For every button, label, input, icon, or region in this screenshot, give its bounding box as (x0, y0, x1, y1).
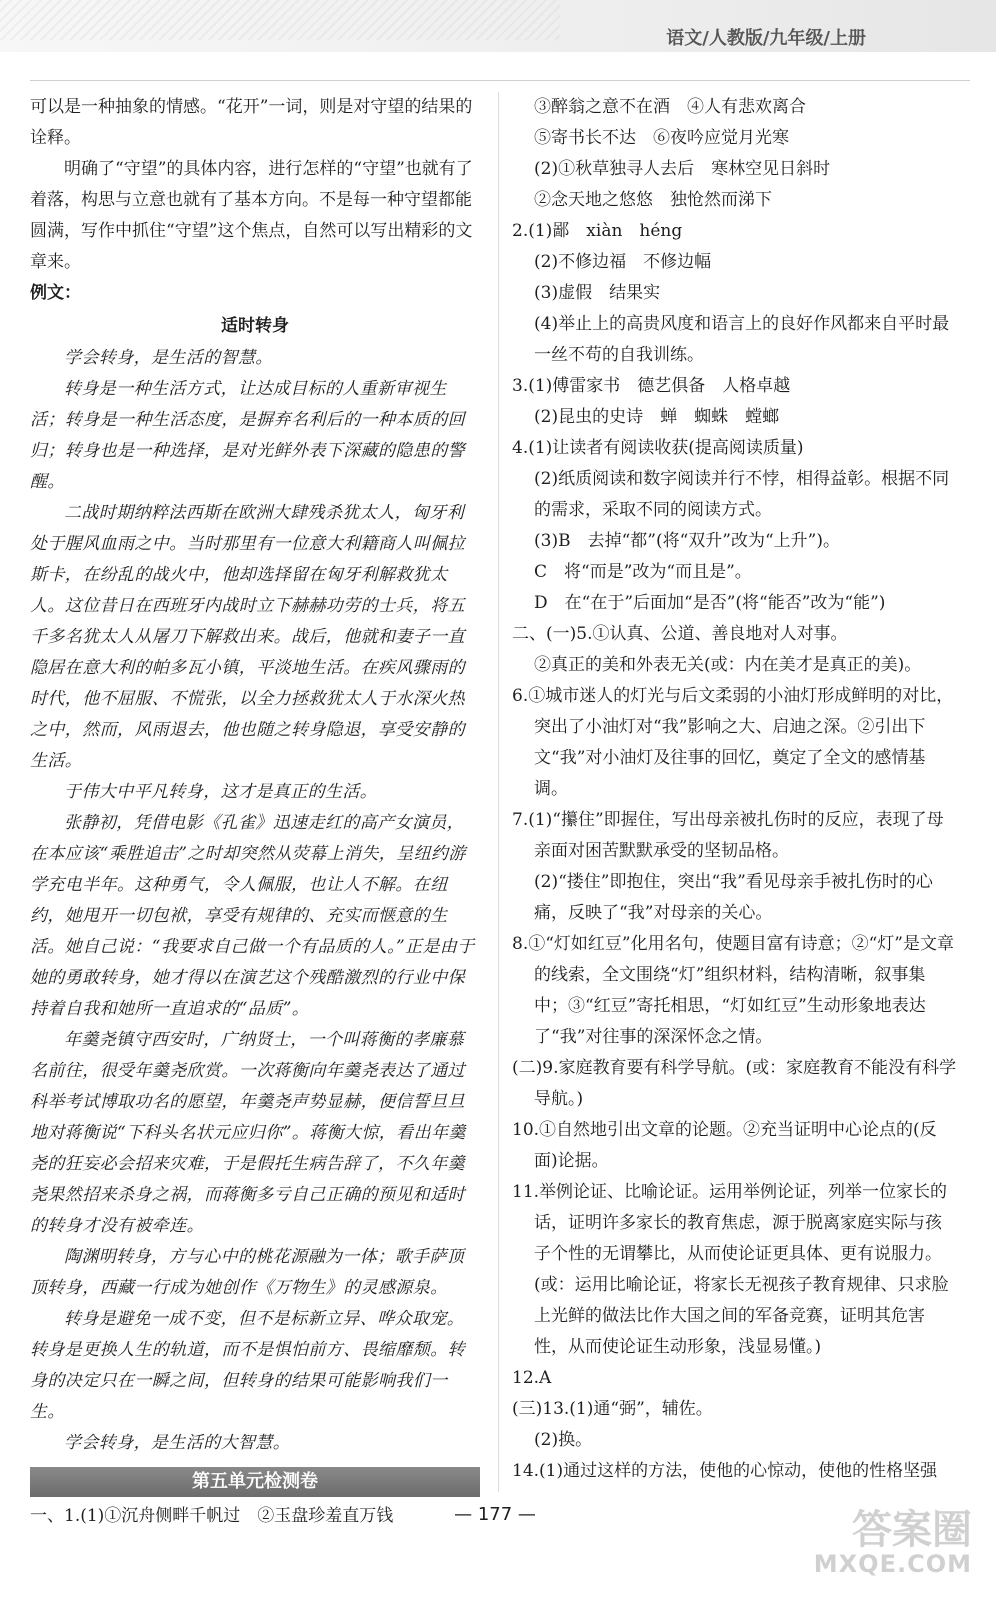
example-label: 例文： (30, 283, 81, 303)
essay-paragraph: 年羹尧镇守西安时，广纳贤士，一个叫蒋衡的孝廉慕名前往，很受年羹尧欣赏。一次蒋衡向年羹尧表达了通过科举考试博取功名的愿望，年羹尧声势显赫，便信誓旦旦地对蒋衡说“下科头名状元应归你”。蒋衡大惊，看出年羹尧的狂妄必会招来灾难，于是假托生病告辞了，不久年羹尧果然招来杀身之祸，而蒋衡多亏自己正确的预见和适时的转身才没有被牵连。 (30, 1030, 466, 1236)
answer-line: (3)B 去掉“都”(将“双升”改为“上升”)。 (534, 531, 840, 551)
answer-line: ②真正的美和外表无关(或：内在美才是真正的美)。 (534, 655, 922, 675)
answer-line: 7.(1)“攥住”即握住，写出母亲被扎伤时的反应，表现了母亲面对困苦默默承受的坚韧品格。 (512, 810, 944, 861)
essay-body (30, 343, 480, 1459)
watermark-text: 答案圈 (852, 1507, 972, 1553)
essay-paragraph: 于伟大中平凡转身，这才是真正的生活。 (64, 782, 378, 802)
answer-line: 二、(一)5.①认真、公道、善良地对人对事。 (512, 624, 848, 644)
watermark-url: MXQE.COM (813, 1550, 972, 1578)
essay-paragraph: 转身是一种生活方式，让达成目标的人重新审视生活；转身是一种生活态度，是摒弃名利后的一种本质的回归；转身也是一种选择，是对光鲜外表下深藏的隐患的警醒。 (30, 379, 465, 492)
answer-line: 14.(1)通过这样的方法，使他的心惊动，使他的性格坚强 (512, 1461, 938, 1481)
column-divider (498, 92, 499, 1492)
intro-paragraph: 明确了“守望”的具体内容，进行怎样的“守望”也就有了着落，构思与立意也就有了基本方向。不是每一种守望都能圆满，写作中抓住“守望”这个焦点，自然可以写出精彩的文章来。 (30, 159, 473, 272)
answer-line: ②念天地之悠悠 独怆然而涕下 (534, 190, 772, 210)
answer-line: 12.A (512, 1368, 552, 1388)
answer-line: 8.①“灯如红豆”化用名句，使题目富有诗意；②“灯”是文章的线索，全文围绕“灯”组织材料，结构清晰，叙事集中；③“红豆”寄托相思，“灯如红豆”生动形象地表达了“我”对往事的深深怀念之情。 (512, 934, 954, 1047)
essay-paragraph: 二战时期纳粹法西斯在欧洲大肆残杀犹太人，匈牙利处于腥风血雨之中。当时那里有一位意大利籍商人叫佩拉斯卡，在纷乱的战火中，他却选择留在匈牙利解救犹太人。这位昔日在西班牙内战时立下赫赫功劳的士兵，将五千多名犹太人从屠刀下解救出来。战后，他就和妻子一直隐居在意大利的帕多瓦小镇，平淡地生活。在疾风骤雨的时代，他不屈服、不慌张，以全力拯救犹太人于水深火热之中，然而，风雨退去，他也随之转身隐退，享受安静的生活。 (30, 503, 465, 771)
answer-line: 3.(1)傅雷家书 德艺俱备 人格卓越 (512, 376, 791, 396)
essay-title: 适时转身 (221, 316, 289, 336)
essay-paragraph: 陶渊明转身，方与心中的桃花源融为一体；歌手萨顶顶转身，西藏一行成为她创作《万物生》的灵感源泉。 (30, 1247, 465, 1298)
section-banner: 第五单元检测卷 (30, 1467, 480, 1497)
answer-line: C 将“而是”改为“而且是”。 (534, 562, 752, 582)
page-number: — 177 — (454, 1504, 536, 1525)
answer-line: ③醉翁之意不在酒 ④人有悲欢离合 (534, 97, 806, 117)
answer-line: 一、1.(1)①沉舟侧畔千帆过 ②玉盘珍羞直万钱 (30, 1506, 394, 1526)
answer-line: (二)9.家庭教育要有科学导航。(或：家庭教育不能没有科学导航。) (512, 1058, 957, 1109)
answer-line: 11.举例论证、比喻论证。运用举例论证，列举一位家长的话，证明许多家长的教育焦虑，源于脱离家庭实际与孩子个性的无谓攀比，从而使论证更具体、更有说服力。(或：运用比喻论证，将家长无视孩子教育规律、只求脸上光鲜的做法比作大国之间的军备竞赛，证明其危害性，从而使论证生动形象，浅显易懂。) (512, 1182, 949, 1357)
essay-paragraph: 学会转身，是生活的智慧。 (64, 348, 273, 368)
right-column (512, 92, 957, 1487)
answer-line: (3)虚假 结果实 (534, 283, 661, 303)
answer-line: (三)13.(1)通“弼”，辅佐。 (512, 1399, 713, 1419)
watermark-logo (813, 1498, 978, 1588)
header-bar (0, 0, 996, 52)
essay-paragraph: 学会转身，是生活的大智慧。 (64, 1433, 291, 1453)
answer-line: (4)举止上的高贵风度和语言上的良好作风都来自平时最一丝不苟的自我训练。 (534, 314, 950, 365)
essay-paragraph: 张静初，凭借电影《孔雀》迅速走红的高产女演员，在本应该“乘胜追击”之时却突然从荧幕上消失，呈纽约游学充电半年。这种勇气，令人佩服，也让人不解。在纽约，她甩开一切包袱，享受有规律的、充实而惬意的生活。她自己说：“我要求自己做一个有品质的人。”正是由于她的勇敢转身，她才得以在演艺这个残酷激烈的行业中保持着自我和她所一直追求的“品质”。 (30, 813, 475, 1019)
answer-line: 4.(1)让读者有阅读收获(提高阅读质量) (512, 438, 804, 458)
answer-line: 10.①自然地引出文章的论题。②充当证明中心论点的(反面)论据。 (512, 1120, 937, 1171)
answer-line: (2)“搂住”即抱住，突出“我”看见母亲手被扎伤时的心痛，反映了“我”对母亲的关心。 (534, 872, 933, 923)
intro-paragraph: 可以是一种抽象的情感。“花开”一词，则是对守望的结果的诠释。 (30, 97, 473, 148)
answer-line: (2)不修边福 不修边幅 (534, 252, 712, 272)
essay-paragraph: 转身是避免一成不变，但不是标新立异、哗众取宠。转身是更换人生的轨道，而不是惧怕前方、畏缩靡颓。转身的决定只在一瞬之间，但转身的结果可能影响我们一生。 (30, 1309, 465, 1422)
answer-line: (2)①秋草独寻人去后 寒林空见日斜时 (534, 159, 831, 179)
header-stripes (0, 0, 560, 40)
answer-line: (2)纸质阅读和数字阅读并行不悖，相得益彰。根据不同的需求，采取不同的阅读方式。 (534, 469, 950, 520)
answer-line: 6.①城市迷人的灯光与后文柔弱的小油灯形成鲜明的对比，突出了小油灯对“我”影响之大、启迪之深。②引出下文“我”对小油灯及往事的回忆，奠定了全文的感情基调。 (512, 686, 954, 799)
header-title: 语文/人教版/九年级/上册 (666, 28, 866, 49)
header-rule (30, 80, 970, 81)
answer-list (512, 92, 957, 1487)
left-column (30, 92, 480, 1532)
answer-line: (2)换。 (534, 1430, 593, 1450)
answer-line: 2.(1)鄙 xiàn héng (512, 221, 683, 241)
answer-line: (2)昆虫的史诗 蝉 蜘蛛 螳螂 (534, 407, 780, 427)
answer-line: ⑤寄书长不达 ⑥夜吟应觉月光寒 (534, 128, 789, 148)
answer-line: D 在“在于”后面加“是否”(将“能否”改为“能”) (534, 593, 886, 613)
